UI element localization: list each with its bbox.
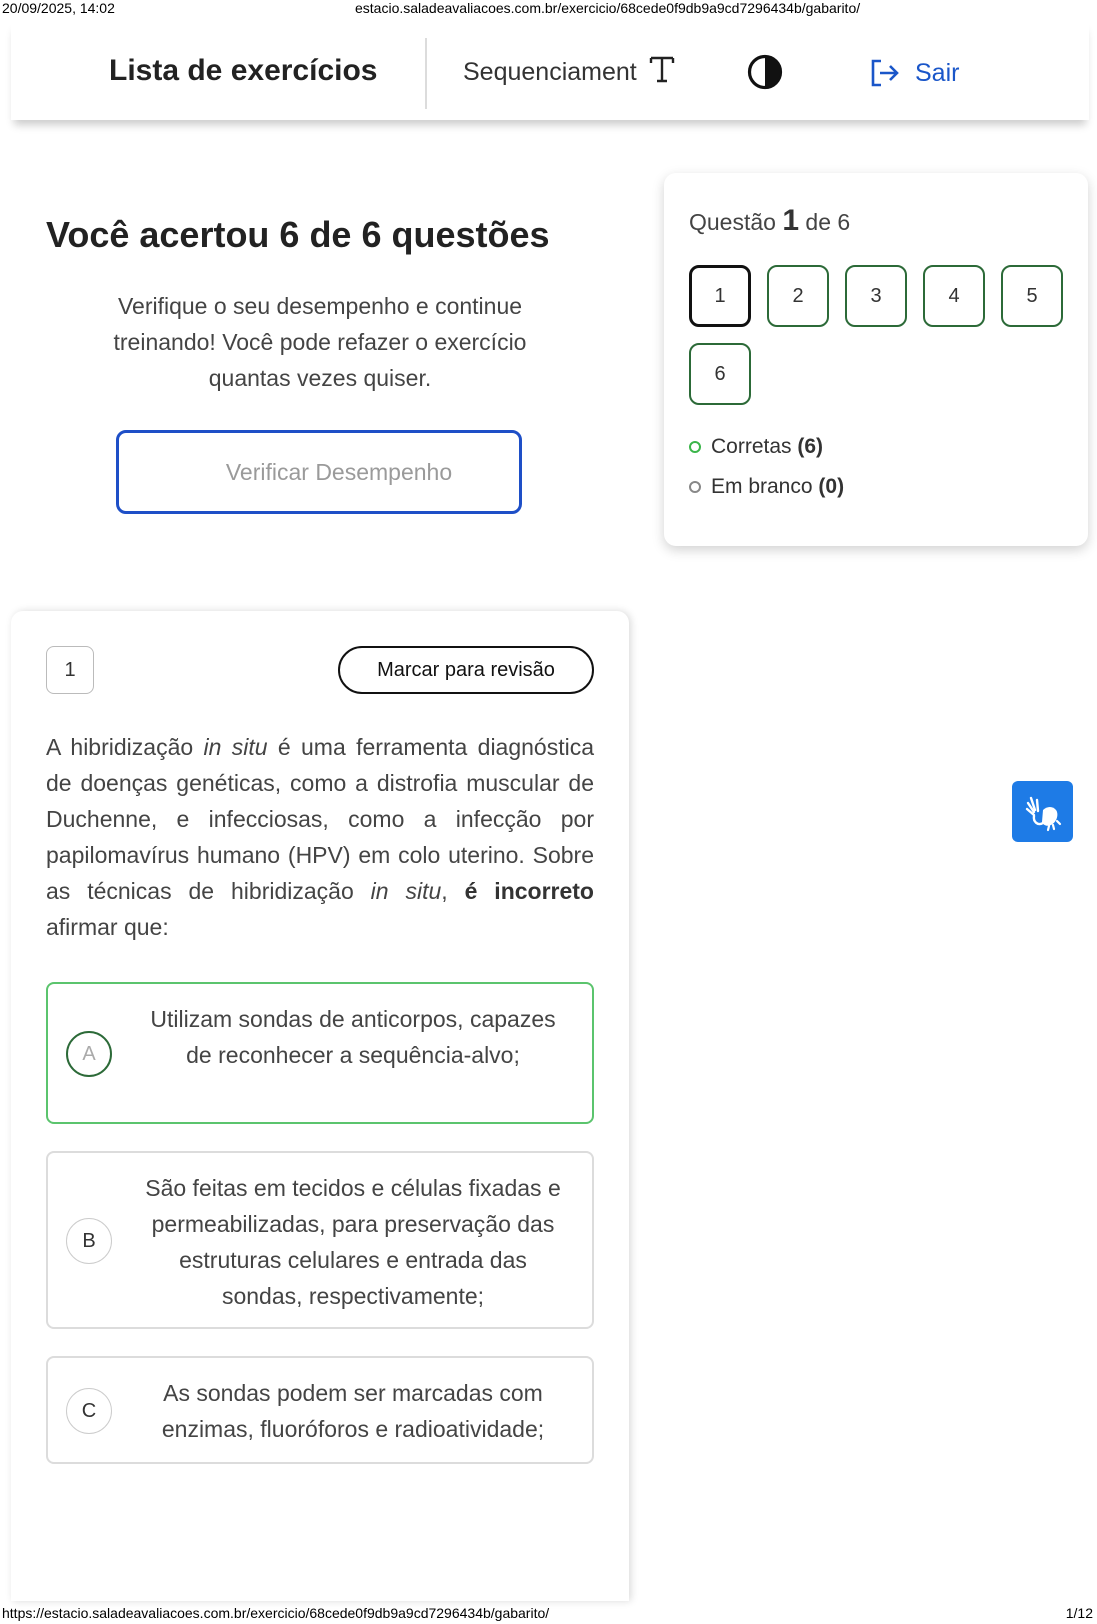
libras-hands-icon <box>1023 792 1063 832</box>
legend-blank-label: Em branco <box>711 475 813 498</box>
question-counter-suffix: de 6 <box>805 209 851 235</box>
print-header-url: estacio.saladeavaliacoes.com.br/exercicio/68cede0f9db9a9cd7296434b/gabarito/ <box>355 0 861 16</box>
print-footer-url: https://estacio.saladeavaliacoes.com.br/exercicio/68cede0f9db9a9cd7296434b/gabarito/ <box>2 1605 550 1621</box>
legend-correct-label: Corretas <box>711 435 792 458</box>
contrast-icon[interactable] <box>747 54 783 90</box>
question-counter-prefix: Questão <box>689 209 776 235</box>
statement-italic: in situ <box>370 878 442 904</box>
logout-label: Sair <box>915 58 960 87</box>
option-letter: B <box>66 1218 112 1264</box>
option-letter: A <box>66 1031 112 1077</box>
question-nav-button[interactable]: 4 <box>923 265 985 327</box>
page-title: Lista de exercícios <box>109 54 378 87</box>
question-navigator <box>664 173 1088 546</box>
subject-title: Sequenciament <box>463 58 637 86</box>
legend-blank <box>689 475 844 499</box>
legend-blank-count: (0) <box>818 475 845 498</box>
result-subtitle: Verifique o seu desempenho e continue treinando! Você pode refazer o exercício quantas vezes quiser. <box>113 293 527 391</box>
question-nav-button[interactable]: 5 <box>1001 265 1063 327</box>
question-nav-button[interactable]: 6 <box>689 343 751 405</box>
text-size-icon[interactable] <box>648 54 676 84</box>
option-text: As sondas podem ser marcadas com enzimas, fluoróforos e radioatividade; <box>161 1380 545 1442</box>
statement-text: , <box>441 878 465 904</box>
question-card <box>11 611 629 1601</box>
statement-text: afirmar que: <box>46 914 169 940</box>
option-text: Utilizam sondas de anticorpos, capazes de reconhecer a sequência-alvo; <box>150 1006 556 1068</box>
question-number: 1 <box>46 646 94 694</box>
legend-correct <box>689 435 823 459</box>
mark-for-review-button[interactable]: Marcar para revisão <box>338 646 594 694</box>
option-text: São feitas em tecidos e células fixadas e permeabilizadas, para preservação das estruturas celulares e entrada das sondas, respectivamente; <box>145 1175 561 1309</box>
question-nav-button[interactable]: 3 <box>845 265 907 327</box>
logout-button[interactable] <box>869 56 959 90</box>
top-bar <box>11 20 1089 120</box>
statement-bold: é incorreto <box>464 878 594 904</box>
statement-text: é uma ferramenta diagnóstica de doenças genéticas, como a distrofia muscular de Duchenne, e infecciosas, como a infecção por papilomavírus humano (HPV) em colo uterino. Sobre as técnicas de hibridização <box>46 734 595 904</box>
answer-option-b[interactable] <box>46 1151 594 1329</box>
print-page-number: 1/12 <box>1065 1605 1093 1621</box>
result-title: Você acertou 6 de 6 questões <box>46 214 550 255</box>
option-letter: C <box>66 1388 112 1434</box>
print-datetime: 20/09/2025, 14:02 <box>2 0 115 16</box>
verify-performance-button[interactable]: Verificar Desempenho <box>116 430 522 514</box>
header-divider <box>425 38 427 109</box>
question-counter <box>689 204 850 238</box>
question-statement <box>46 729 594 945</box>
question-counter-current: 1 <box>782 204 800 237</box>
legend-correct-count: (6) <box>797 435 824 458</box>
question-nav-button[interactable]: 1 <box>689 265 751 327</box>
question-nav-button[interactable]: 2 <box>767 265 829 327</box>
logout-icon <box>869 57 901 89</box>
print-header <box>0 0 1097 18</box>
correct-dot-icon <box>689 441 701 453</box>
statement-text: A hibridização <box>46 734 204 760</box>
statement-italic: in situ <box>203 734 268 760</box>
answer-option-a[interactable] <box>46 982 594 1124</box>
accessibility-libras-button[interactable] <box>1012 781 1073 842</box>
answer-option-c[interactable] <box>46 1356 594 1464</box>
print-footer <box>0 1601 1097 1621</box>
blank-dot-icon <box>689 481 701 493</box>
